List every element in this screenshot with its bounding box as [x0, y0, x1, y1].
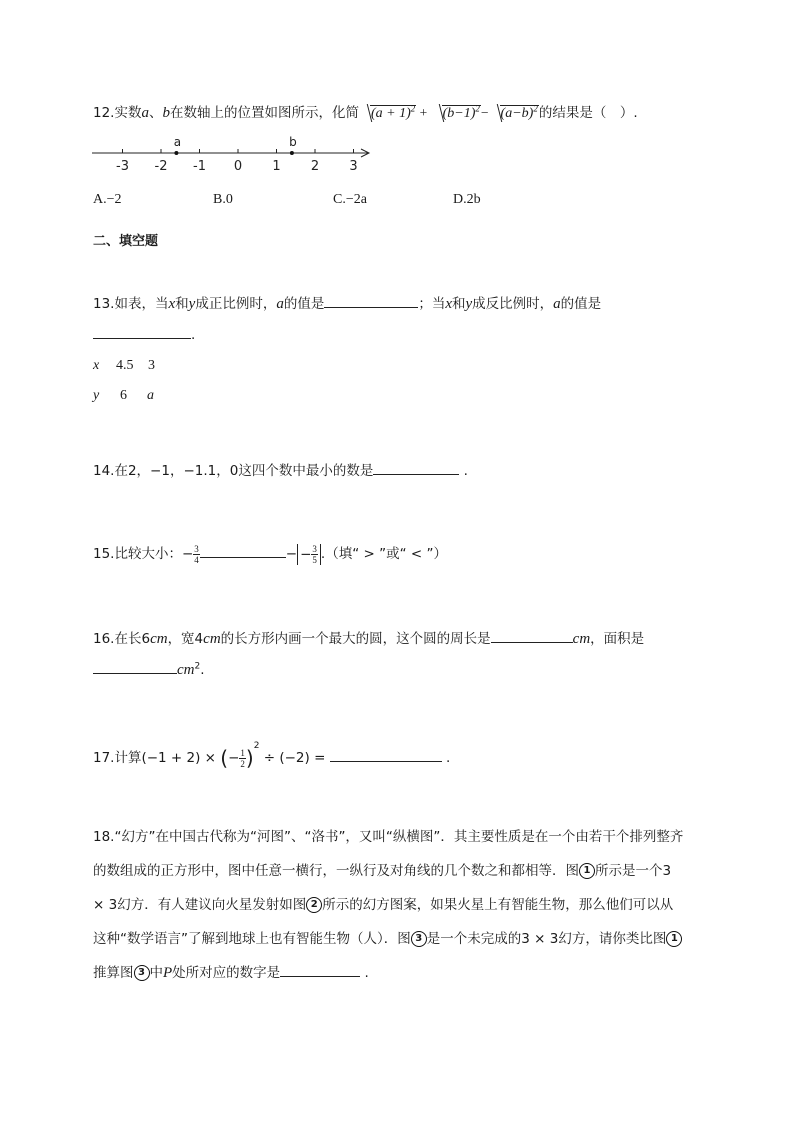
q18-text: 推算图 [93, 965, 134, 981]
answer-blank-5[interactable] [491, 630, 573, 643]
q18-line4 [93, 922, 682, 956]
tick-label: 2 [310, 159, 320, 174]
answer-blank-3[interactable] [373, 462, 459, 475]
frac-num: 1 [240, 747, 245, 758]
q16-line2 [93, 661, 205, 679]
q13-text1: 13.如表，当 [93, 296, 169, 312]
period: . [200, 662, 205, 678]
point-b-label: b [289, 135, 297, 149]
q18-text: 所示是一个3 [595, 863, 672, 879]
q18-line1: 18.“幻方”在中国古代称为“河图”、“洛书”，又叫“纵横图”．其主要性质是在一个由若干个排列整齐 [93, 829, 684, 845]
frac-den: 5 [312, 554, 317, 565]
q16-text3: 的长方形内画一个最大的圆，这个圆的周长是 [220, 631, 491, 647]
section-title: 二、填空题 [93, 234, 159, 249]
q18-text: 这种“数学语言”了解到地球上也有智能生物（人）．图 [93, 931, 411, 947]
tick-label: -2 [154, 159, 168, 174]
var-x: x [168, 296, 176, 312]
q13-text6: 的值是 [560, 296, 602, 312]
minus-sign: − [285, 546, 298, 562]
answer-blank-8[interactable] [280, 964, 360, 977]
radicand-2: (b−1) [442, 106, 476, 121]
table-cell: 4.5 [116, 358, 134, 373]
q17-stem: 17.计算(−1 + 2) × (− $\frac{1}{2}$ )$^2$ ÷ (−2) = . [93, 741, 451, 770]
tick-label: 0 [233, 159, 243, 174]
radicand-1: (a + 1) [370, 106, 411, 121]
q14-stem [93, 459, 468, 479]
frac-num: 3 [312, 543, 317, 554]
q17-text2: ÷ (−2) = [259, 750, 330, 766]
period: . [463, 463, 468, 479]
q15-prefix: 15.比较大小：− [93, 546, 194, 562]
q13-text5: 成反比例时， [472, 296, 554, 312]
q12-text1: 在数轴上的位置如图所示，化简 [169, 105, 359, 121]
q12-option-b[interactable]: B.0 [213, 192, 233, 207]
tick-label: -1 [193, 159, 206, 174]
q12-option-c[interactable]: C.−2a [333, 192, 367, 207]
unit-cm: cm [203, 631, 221, 647]
q18-text: 所示的幻方图案，如果火星上有智能生物，那么他们可以从 [322, 897, 674, 913]
q15-suffix: .（填“ > ”或“ < ”） [320, 546, 447, 562]
q13-text3: 的值是 [283, 296, 325, 312]
number-line [88, 132, 378, 177]
sqrt-2 [433, 103, 481, 122]
unit-cm: cm [177, 662, 195, 678]
exponent: 2 [194, 661, 201, 672]
period: . [445, 750, 451, 766]
q12-sep: 、 [148, 105, 163, 121]
var-p: P [163, 965, 173, 981]
circled-number-3: 3 [411, 931, 427, 947]
var-y: y [465, 296, 473, 312]
circled-number-1: 1 [579, 863, 595, 879]
point-b [290, 151, 294, 155]
q12-text2: 的结果是（ ）. [538, 105, 638, 121]
unit-cm: cm [572, 631, 591, 647]
answer-blank-2[interactable] [93, 326, 191, 339]
frac-num: 3 [194, 543, 199, 554]
answer-blank-6[interactable] [93, 661, 177, 674]
table-row-x [93, 358, 155, 374]
var-y: y [188, 296, 196, 312]
exp-1: 2 [410, 103, 416, 114]
number-line-points [174, 135, 297, 155]
circled-number-2: 2 [306, 897, 322, 913]
var-a: a [553, 296, 561, 312]
plus-sign: + [416, 105, 431, 120]
q12-option-a[interactable]: A.−2 [93, 192, 122, 207]
var-a: a [276, 296, 284, 312]
unit-cm: cm [150, 631, 168, 647]
q18-text: 处所对应的数字是 [172, 965, 281, 981]
q18-text: 是一个未完成的3 × 3幻方，请你类比图 [426, 931, 667, 947]
q18-text: × 3幻方．有人建议向火星发射如图 [93, 897, 307, 913]
period: . [364, 965, 369, 981]
exp-2: 2 [475, 103, 480, 114]
circled-number-3: 3 [134, 965, 150, 981]
tick-label: 3 [349, 159, 358, 174]
period: . [191, 327, 196, 343]
answer-blank-4[interactable] [200, 545, 286, 558]
q18-line5 [93, 956, 369, 990]
q13-text4: ；当 [418, 296, 446, 312]
fraction-3-5 [311, 544, 318, 565]
tick-label: 1 [272, 159, 281, 174]
answer-blank-1[interactable] [324, 295, 418, 308]
q16-text1: 16.在长6 [93, 631, 151, 647]
q14-text: 14.在2，−1，−1.1，0这四个数中最小的数是 [93, 463, 374, 479]
q12-option-d[interactable]: D.2b [453, 192, 481, 207]
minus-sign: − [480, 105, 489, 120]
table-cell: x [93, 358, 100, 373]
q12-stem [93, 101, 638, 122]
q16-stem [93, 627, 644, 648]
q16-text2: ，宽4 [167, 631, 204, 647]
absolute-value: − $\frac{3}{5}$ [297, 544, 321, 565]
q18-text: 的数组成的正方形中，图中任意一横行，一纵行及对角线的几个数之和都相等．图 [93, 863, 579, 879]
q13-and: 和 [452, 296, 466, 312]
sqrt-3 [491, 103, 539, 122]
table-row-y [93, 388, 154, 404]
sqrt-1 [361, 103, 416, 122]
q16-text4: ，面积是 [590, 631, 645, 647]
radicand-3: (a−b) [500, 106, 534, 121]
var-a: a [141, 105, 149, 121]
var-b: b [162, 105, 170, 121]
q18-line3 [93, 888, 673, 922]
table-cell: 3 [148, 358, 155, 373]
tick-label: -3 [116, 159, 129, 174]
point-a [174, 151, 178, 155]
exp-3: 2 [533, 103, 538, 114]
q13-line2 [93, 326, 195, 343]
exponent: 2 [253, 741, 260, 751]
q13-and: 和 [175, 296, 189, 312]
var-x: x [445, 296, 452, 312]
circled-number-1: 1 [666, 931, 682, 947]
table-cell: a [147, 388, 154, 403]
frac-den: 4 [194, 554, 199, 565]
q15-stem [93, 542, 447, 565]
q18-text: 中 [149, 965, 163, 981]
table-cell: y [93, 388, 100, 403]
table-cell: 6 [120, 388, 127, 403]
q13-stem [93, 292, 601, 313]
q12-prefix: 12.实数 [93, 105, 142, 121]
q18-line2 [93, 854, 671, 888]
answer-blank-7[interactable] [330, 749, 442, 762]
point-a-label: a [173, 135, 182, 149]
q13-text2: 成正比例时， [195, 296, 277, 312]
frac-den: 2 [240, 758, 245, 769]
q17-text1: 17.计算(−1 + 2) × [93, 750, 221, 766]
